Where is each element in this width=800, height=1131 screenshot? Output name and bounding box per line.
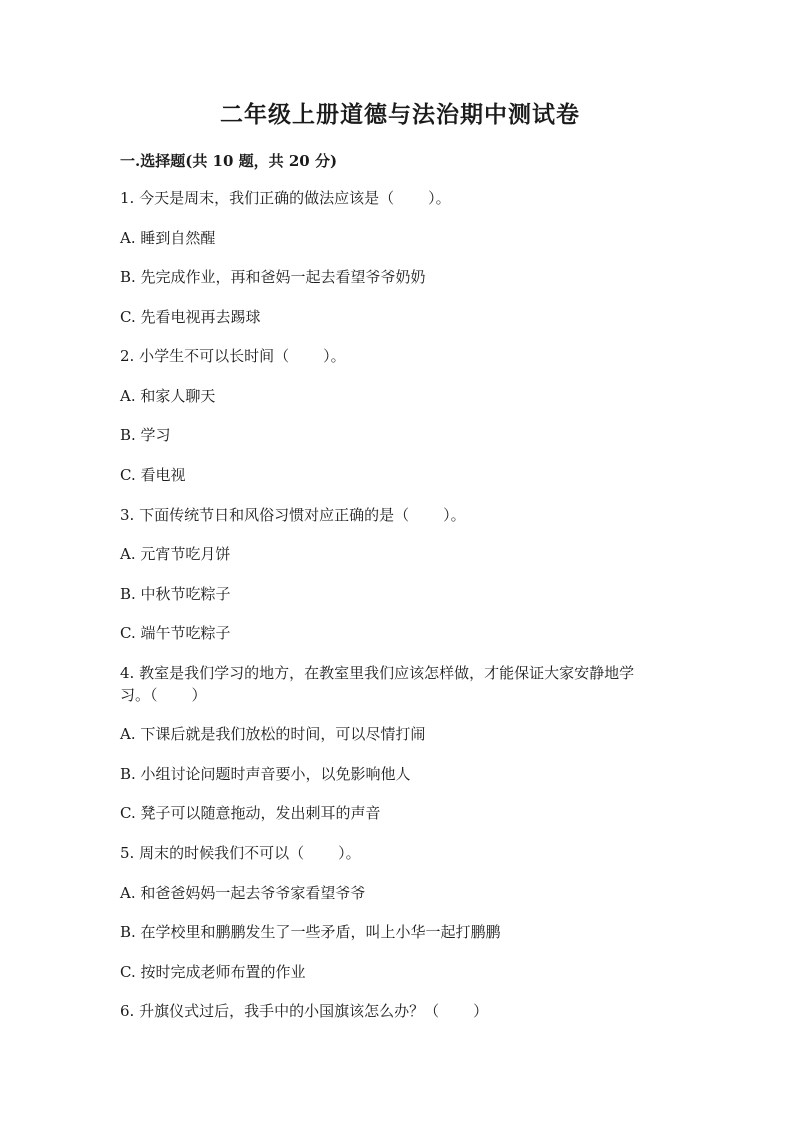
question-6-stem: 6. 升旗仪式过后，我手中的小国旗该怎么办？（ ） [120, 1002, 489, 1020]
question-2-option-b: B. 学习 [120, 426, 171, 444]
question-1-option-b: B. 先完成作业，再和爸妈一起去看望爷爷奶奶 [120, 268, 426, 286]
question-4-stem: 4. 教室是我们学习的地方，在教室里我们应该怎样做，才能保证大家安静地学 [120, 664, 635, 682]
question-5-option-a: A. 和爸爸妈妈一起去爷爷家看望爷爷 [120, 884, 366, 902]
exam-title: 二年级上册道德与法治期中测试卷 [220, 101, 580, 128]
question-3-option-a: A. 元宵节吃月饼 [120, 545, 231, 563]
question-4-option-c: C. 凳子可以随意拖动，发出刺耳的声音 [120, 804, 381, 822]
question-5-stem: 5. 周末的时候我们不可以（ ）。 [120, 844, 361, 862]
question-4-stem-continued: 习。（ ） [120, 686, 207, 704]
question-3-option-b: B. 中秋节吃粽子 [120, 585, 231, 603]
question-2-option-c: C. 看电视 [120, 466, 186, 484]
question-2-option-a: A. 和家人聊天 [120, 387, 216, 405]
question-1-option-a: A. 睡到自然醒 [120, 229, 216, 247]
section-heading: 一.选择题(共 10 题，共 20 分) [120, 152, 338, 170]
question-4-option-b: B. 小组讨论问题时声音要小，以免影响他人 [120, 765, 411, 783]
question-3-option-c: C. 端午节吃粽子 [120, 624, 231, 642]
question-1-stem: 1. 今天是周末，我们正确的做法应该是（ ）。 [120, 189, 451, 207]
question-5-option-b: B. 在学校里和鹏鹏发生了一些矛盾，叫上小华一起打鹏鹏 [120, 923, 501, 941]
question-2-stem: 2. 小学生不可以长时间（ ）。 [120, 347, 346, 365]
question-1-option-c: C. 先看电视再去踢球 [120, 308, 261, 326]
question-3-stem: 3. 下面传统节日和风俗习惯对应正确的是（ ）。 [120, 506, 466, 524]
question-5-option-c: C. 按时完成老师布置的作业 [120, 963, 306, 981]
question-4-option-a: A. 下课后就是我们放松的时间，可以尽情打闹 [120, 725, 426, 743]
